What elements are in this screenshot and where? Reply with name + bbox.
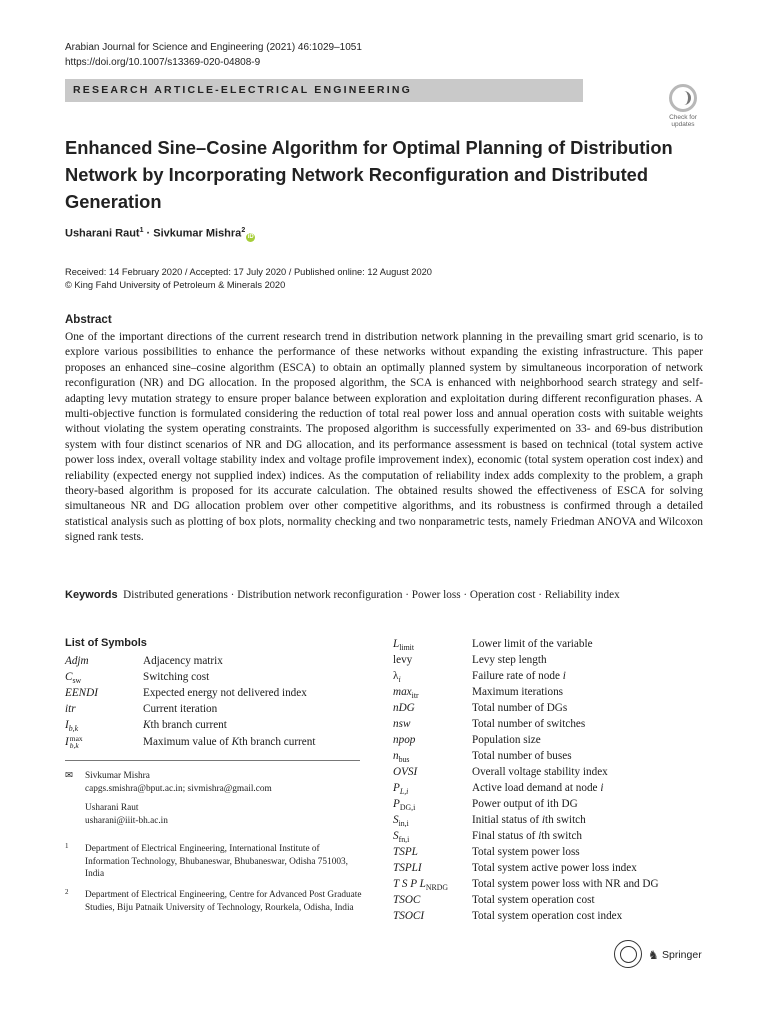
check-for-updates-badge[interactable]	[662, 84, 704, 128]
envelope-icon: ✉	[65, 771, 73, 781]
journal-header	[65, 40, 362, 70]
symbols-heading: List of Symbols	[65, 637, 147, 649]
doi-link[interactable]: https://doi.org/10.1007/s13369-020-04808-9	[65, 57, 261, 68]
author-2[interactable]: Sivkumar Mishra	[153, 227, 242, 240]
corresponding-emails[interactable]: capgs.smishra@bput.ac.in; sivmishra@gmail.com	[85, 784, 272, 794]
symbol: $I_{b,k}$	[65, 719, 79, 734]
symbol: TSPL	[393, 846, 418, 858]
symbol: $n_{bus}$	[393, 750, 410, 765]
footnote-divider	[65, 760, 360, 761]
paper-title: Enhanced Sine–Cosine Algorithm for Optimal Planning of Distribution Network by Incorporating Network Reconfiguration and Distributed Generation	[65, 137, 673, 212]
symbol: $\lambda_i$	[393, 670, 401, 685]
symbol-description: Adjacency matrix	[143, 655, 223, 667]
publication-dates	[65, 266, 432, 292]
symbol-description: Overall voltage stability index	[472, 766, 608, 778]
springer-horse-icon: ♞	[648, 948, 659, 962]
copyright-line: © King Fahd University of Petroleum & Minerals 2020	[65, 280, 286, 290]
check-updates-label: Check for updates	[669, 114, 697, 128]
affiliation-number: 1	[65, 842, 69, 850]
symbol: TSOC	[393, 894, 421, 906]
symbol-description: Current iteration	[143, 703, 218, 715]
seal-icon	[614, 940, 642, 968]
symbol: Adjm	[65, 655, 89, 667]
article-type-label: RESEARCH ARTICLE-ELECTRICAL ENGINEERING	[73, 84, 412, 96]
symbol: nDG	[393, 702, 415, 714]
symbol-description: Total system power loss	[472, 846, 580, 858]
received-accepted-dates: Received: 14 February 2020 / Accepted: 17 July 2020 / Published online: 12 August 2020	[65, 267, 432, 277]
symbol: $P_{L,i}$	[393, 782, 409, 797]
symbol: EENDI	[65, 687, 98, 699]
symbol-description: Total system operation cost index	[472, 910, 623, 922]
article-type-banner	[65, 79, 583, 102]
symbol-description: Total number of buses	[472, 750, 572, 762]
symbol: TSPLI	[393, 862, 422, 874]
author-1-affil: 1	[139, 227, 144, 234]
symbol-description: Maximum value of Kth branch current	[143, 736, 316, 748]
author-list	[65, 227, 255, 242]
second-author-email[interactable]: usharani@iiit-bh.ac.in	[85, 816, 168, 826]
author-2-affil: 2	[241, 227, 246, 234]
symbol-description: Active load demand at node i	[472, 782, 604, 794]
symbol-description: Maximum iterations	[472, 686, 564, 698]
symbol-description: Expected energy not delivered index	[143, 687, 307, 699]
symbol-description: Total system power loss with NR and DG	[472, 878, 659, 890]
abstract-heading: Abstract	[65, 314, 112, 326]
symbol-description: Kth branch current	[143, 719, 227, 731]
publisher-name: Springer	[662, 949, 702, 961]
affiliation-text: Department of Electrical Engineering, Centre for Advanced Post Graduate Studies, Biju Patnaik University of Technology, Rourkela, Odisha, India	[85, 890, 362, 913]
symbol: T S P $L_{NRDG}$	[393, 878, 449, 893]
symbol-description: Final status of ith switch	[472, 830, 583, 842]
symbol-description: Population size	[472, 734, 541, 746]
symbol-description: Power output of ith DG	[472, 798, 578, 810]
keywords	[65, 589, 620, 601]
symbol: $\max_{itr}$	[393, 686, 419, 701]
orcid-icon[interactable]: iD	[247, 233, 254, 240]
symbol-description: Failure rate of node i	[472, 670, 566, 682]
symbol-description: Total number of DGs	[472, 702, 568, 714]
symbol-description: Total system operation cost	[472, 894, 595, 906]
abstract-body: One of the important directions of the current research trend in distribution network planning in the prevailing smart grid scenario, is to explore various possibilities to enhance the performance of these networks without expanding the existing infrastructure. This paper proposes an enhanced sine–cosine algorithm (ESCA) to obtain an optimally planned system by simultaneous incorporation of network reconfiguration (NR) and DG allocation. In the proposed algorithm, the SCA is enhanced with neighborhood search strategy and self-adapting levy mutation strategy to ensure proper balance between exploration and exploitation during different reconfiguration phases. A multi-objective function is formulated considering the reduction of total real power loss and annual operation costs with suitable weights without violating the system operating constraints. The proposed algorithm is successfully experimented on 33- and 69-bus distribution system with four distinct scenarios of NR and DG allocation, and its performance assessment is based on technical (total system active power loss index, overall voltage stability index and voltage profile improvement index), economic (total system operation cost index) and reliability (expected energy not supplied index) indices. As the computation of reliability index adds complexity to the problem, a graph theory-based algorithm is proposed for its accurate calculation. The obtained results showed the effectiveness of ESCA for solving simultaneous NR and DG allocation problem over other competitive algorithms, and its robustness is confirmed through a detailed statistical analysis such as plotting of box plots, normality checking and two nonparametric tests, namely Friedman ANOVA and Wilcoxon signed rank tests.	[65, 331, 703, 544]
symbol-description: Total number of switches	[472, 718, 586, 730]
symbol: OVSI	[393, 766, 418, 778]
affiliation-text: Department of Electrical Engineering, International Institute of Information Technology, Bhubaneswar, Bhubaneswar, Odisha 751003, India	[85, 844, 348, 879]
second-author: Usharani Raut	[85, 803, 139, 813]
symbol-description: Levy step length	[472, 654, 547, 666]
symbol-description: Initial status of ith switch	[472, 814, 586, 826]
keywords-label: Keywords	[65, 589, 118, 601]
author-1[interactable]: Usharani Raut	[65, 227, 140, 240]
symbol: $S_{in,i}$	[393, 814, 409, 829]
keywords-list: Distributed generations · Distribution network reconfiguration · Power loss · Operation cost · Reliability index	[123, 589, 620, 601]
symbol: npop	[393, 734, 416, 746]
symbol: $C_{sw}$	[65, 671, 82, 686]
journal-citation: Arabian Journal for Science and Engineering (2021) 46:1029–1051	[65, 42, 362, 53]
symbol: nsw	[393, 718, 411, 730]
symbol: $P_{DG,i}$	[393, 798, 416, 813]
check-updates-icon	[669, 84, 697, 112]
symbol: $L_{limit}$	[393, 638, 415, 653]
symbol: itr	[65, 703, 76, 715]
affiliation-number: 2	[65, 888, 69, 896]
symbol: levy	[393, 654, 413, 666]
symbol: $S_{fn,i}$	[393, 830, 410, 845]
symbol-description: Lower limit of the variable	[472, 638, 593, 650]
symbol-description: Total system active power loss index	[472, 862, 637, 874]
author-separator: ·	[143, 227, 154, 240]
symbol: I max b,k	[65, 734, 83, 750]
symbol: TSOCI	[393, 910, 425, 922]
symbol-description: Switching cost	[143, 671, 210, 683]
corresponding-author: Sivkumar Mishra	[85, 771, 150, 781]
